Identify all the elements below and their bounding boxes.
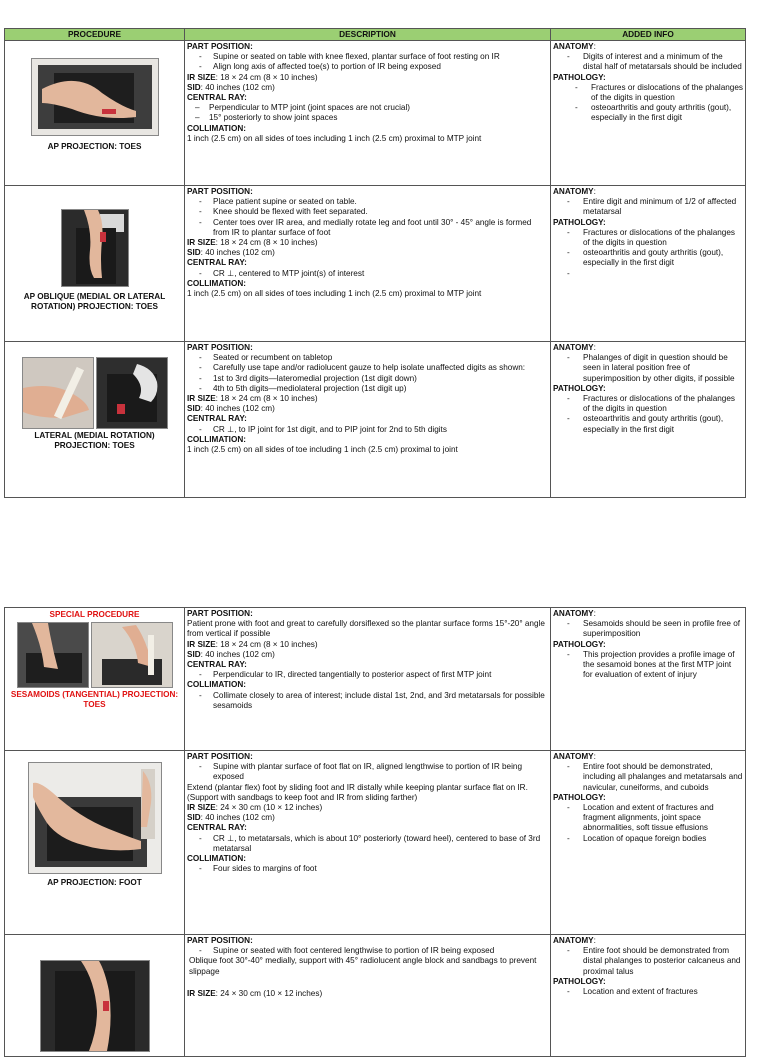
description-cell: PART POSITION: - Seated or recumbent on tabletop - Carefully use tape and/or radiolucent gauze to help isolate unaffected digits as shown: - 1st to 3rd digits—lateromedial projection (1st digit down) - 4th to 5th digits—mediolateral projection (1st digit up) IR SIZE: 18 × 24 cm (8 × 10 inches) SID: 40 inches (102 cm) CENTRAL RAY: - CR ⊥, to IP joint for 1st digit, and to PIP joint for 2nd to 5th digits COLLIMATION: 1 inch (2.5 cm) on all sides of toe including 1 inch (2.5 cm) proximal to joint [185,342,551,498]
added-info-cell: ANATOMY: - Entire foot should be demonstrated from distal phalanges to posterior calcaneus and proximal talus PATHOLOGY: - Location and extent of fractures [551,935,746,1057]
procedure-cell [5,186,185,342]
oblique-foot-photo [40,960,150,1052]
table-row [5,935,746,1057]
ap-foot-photo [28,762,162,874]
table-row [5,608,746,751]
sesamoids-photo-1 [17,622,89,688]
added-info-cell: ANATOMY: - Sesamoids should be seen in profile free of superimposition PATHOLOGY: - This projection provides a profile image of the sesamoid bones at the first MTP joint for evaluation of extent of injury [551,608,746,751]
table-row [5,342,746,498]
header-row [5,29,746,41]
special-procedure-label: SPECIAL PROCEDURE [49,610,140,619]
procedure-label: AP OBLIQUE (MEDIAL OR LATERAL ROTATION) PROJECTION: TOES [23,292,166,312]
sesamoids-photo-2 [91,622,173,688]
lateral-toes-photo-2 [96,357,168,429]
added-info-cell: ANATOMY: - Digits of interest and a minimum of the distal half of metatarsals should be included PATHOLOGY: - Fractures or dislocations of the phalanges of the digits in question - osteoarthritis and gouty arthritis (gout), especially in the first digit [551,41,746,186]
added-info-cell: ANATOMY: - Phalanges of digit in question should be seen in lateral position free of superimposition by other digits, if possible PATHOLOGY: - Fractures or dislocations of the phalanges of the digits in question - osteoarthritis and gouty arthritis (gout), especially in the first digit [551,342,746,498]
ap-toes-photo [31,58,159,136]
procedure-label: AP PROJECTION: TOES [47,142,142,152]
added-info-cell: ANATOMY: - Entire foot should be demonstrated, including all phalanges and metatarsals and navicular, cuneiforms, and cuboids PATHOLOGY: - Location and extent of fractures and fragment alignments, joint space abnormalities, soft tissue effusions - Location of opaque foreign bodies [551,751,746,935]
procedure-label: AP PROJECTION: FOOT [47,878,142,888]
procedure-cell [5,608,185,751]
header-description: DESCRIPTION [185,29,551,41]
table-row [5,186,746,342]
ap-oblique-toes-photo [61,209,129,287]
added-info-cell: ANATOMY: - Entire digit and minimum of 1/2 of affected metatarsal PATHOLOGY: - Fractures or dislocations of the phalanges of the digits in question - osteoarthritis and gouty arthritis (gout), especially in the first digit - [551,186,746,342]
procedure-table-2 [4,607,746,1057]
lateral-toes-photo-1 [22,357,94,429]
description-cell: PART POSITION: - Supine or seated on table with knee flexed, plantar surface of foot resting on IR - Align long axis of affected toe(s) to portion of IR being exposed IR SIZE: 18 × 24 cm (8 × 10 inches) SID: 40 inches (102 cm) CENTRAL RAY: – Perpendicular to MTP joint (joint spaces are not crucial) – 15° posteriorly to show joint spaces COLLIMATION: 1 inch (2.5 cm) on all sides of toes including 1 inch (2.5 cm) proximal to MTP joint [185,41,551,186]
table-row [5,41,746,186]
header-added-info: ADDED INFO [551,29,746,41]
procedure-label: SESAMOIDS (TANGENTIAL) PROJECTION: TOES [10,690,179,709]
procedure-label: LATERAL (MEDIAL ROTATION) PROJECTION: TOES [34,431,155,450]
description-cell: PART POSITION: - Place patient supine or seated on table. - Knee should be flexed with feet separated. - Center toes over IR area, and medially rotate leg and foot until 30° - 45° angle is formed from IR to plantar surface of foot IR SIZE: 18 × 24 cm (8 × 10 inches) SID: 40 inches (102 cm) CENTRAL RAY: - CR ⊥, centered to MTP joint(s) of interest COLLIMATION: 1 inch (2.5 cm) on all sides of toes including 1 inch (2.5 cm) proximal to MTP joint [185,186,551,342]
procedure-cell [5,935,185,1057]
procedure-cell [5,41,185,186]
header-procedure: PROCEDURE [5,29,185,41]
description-cell: PART POSITION: Patient prone with foot and great to carefully dorsiflexed so the plantar surface forms 15°-20° angle from vertical if possible IR SIZE: 18 × 24 cm (8 × 10 inches) SID: 40 inches (102 cm) CENTRAL RAY: - Perpendicular to IR, directed tangentially to posterior aspect of first MTP joint COLLIMATION: - Collimate closely to area of interest; include distal 1st, 2nd, and 3rd metatarsals for possible sesamoids [185,608,551,751]
description-cell: PART POSITION: - Supine with plantar surface of foot flat on IR, aligned lengthwise to portion of IR being exposed Extend (plantar flex) foot by sliding foot and IR distally while keeping plantar surface flat on IR. (Support with sandbags to keep foot and IR from sliding farther) IR SIZE: 24 × 30 cm (10 × 12 inches) SID: 40 inches (102 cm) CENTRAL RAY: - CR ⊥, to metatarsals, which is about 10° posteriorly (toward heel), centered to base of 3rd metatarsal COLLIMATION: - Four sides to margins of foot [185,751,551,935]
description-cell: PART POSITION: - Supine or seated with foot centered lengthwise to portion of IR being exposed Oblique foot 30°-40° medially, support with 45° radiolucent angle block and sandbags to prevent slippage IR SIZE: 24 × 30 cm (10 × 12 inches) [185,935,551,1057]
procedure-cell [5,751,185,935]
table-row [5,751,746,935]
procedure-table-1 [4,28,746,498]
procedure-cell [5,342,185,498]
